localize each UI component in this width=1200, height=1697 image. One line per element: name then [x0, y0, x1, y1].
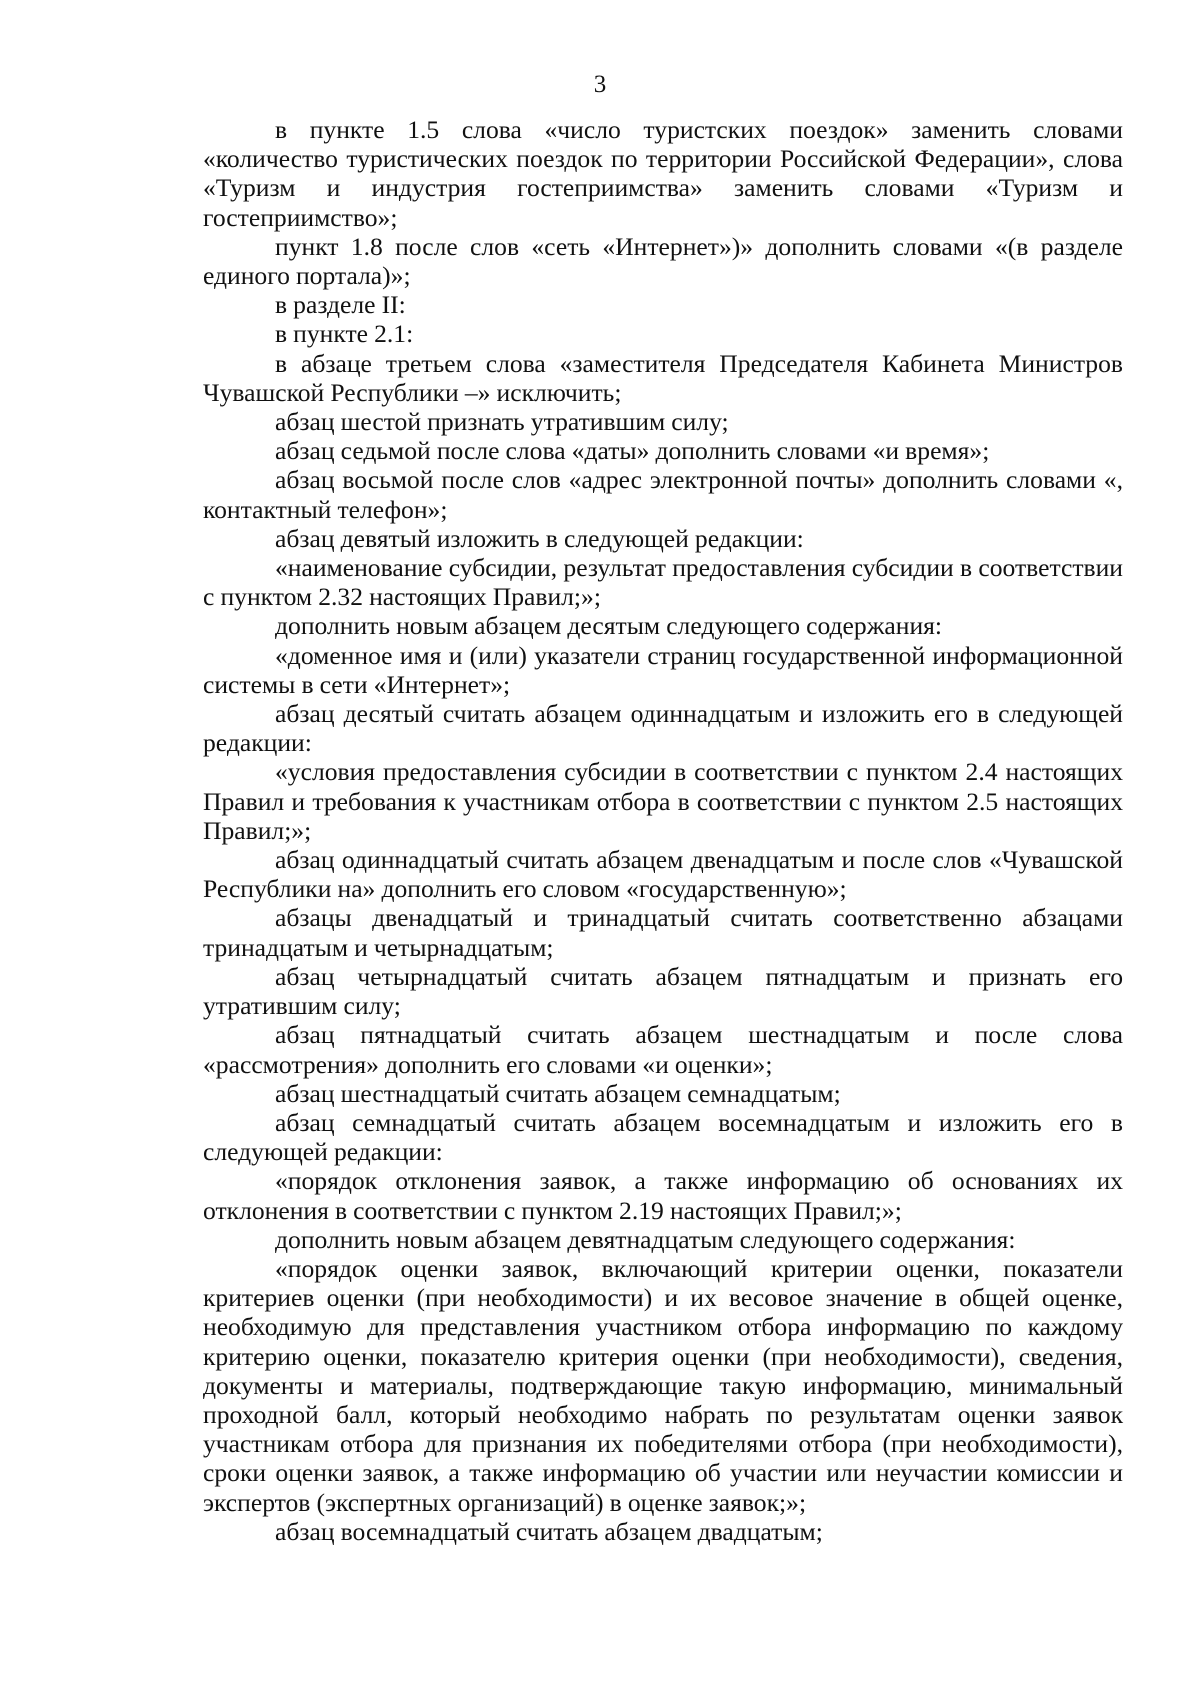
paragraph: абзац восемнадцатый считать абзацем двадцатым; — [275, 1516, 823, 1546]
paragraph: дополнить новым абзацем десятым следующего содержания: — [275, 611, 943, 641]
paragraph: абзац семнадцатый считать абзацем восемнадцатым и изложить его в следующей редакции: — [203, 1107, 1123, 1167]
document-body — [203, 115, 1123, 1546]
paragraph: в пункте 2.1: — [275, 319, 414, 349]
paragraph: «условия предоставления субсидии в соответствии с пунктом 2.4 настоящих Правил и требования к участникам отбора в соответствии с пунктом 2.5 настоящих Правил;»; — [203, 757, 1123, 845]
paragraph: абзац пятнадцатый считать абзацем шестнадцатым и после слова «рассмотрения» дополнить его словами «и оценки»; — [203, 1020, 1123, 1079]
paragraph: «порядок отклонения заявок, а также информацию об основаниях их отклонения в соответствии с пунктом 2.19 настоящих Правил;»; — [203, 1166, 1123, 1225]
paragraph: абзац шестой признать утратившим силу; — [275, 407, 729, 437]
paragraph: дополнить новым абзацем девятнадцатым следующего содержания: — [275, 1224, 1016, 1254]
page-number: 3 — [593, 71, 607, 98]
paragraph: в разделе II: — [275, 290, 406, 320]
paragraph: абзац седьмой после слова «даты» дополнить словами «и время»; — [275, 436, 990, 466]
paragraph: «наименование субсидии, результат предоставления субсидии в соответствии с пунктом 2.32 настоящих Правил;»; — [203, 553, 1123, 612]
paragraph: абзац одиннадцатый считать абзацем двенадцатым и после слов «Чувашской Республики на» дополнить его словом «государственную»; — [203, 845, 1123, 904]
paragraph: «порядок оценки заявок, включающий критерии оценки, показатели критериев оценки (при необходимости) и их весовое значение в общей оценке, необходимую для представления участником отбора информацию по каждому критерию оценки, показателю критерия оценки (при необходимости), сведения, документы и материалы, подтверждающие такую информацию, минимальный проходной балл, который необходимо набрать по результатам оценки заявок участникам отбора для признания их победителями отбора (при необходимости), сроки оценки заявок, а также информацию об участии или неучастии комиссии и экспертов (экспертных организаций) в оценке заявок;»; — [203, 1253, 1123, 1517]
paragraph: абзац десятый считать абзацем одиннадцатым и изложить его в следующей редакции: — [203, 699, 1123, 758]
paragraph: абзац девятый изложить в следующей редакции: — [275, 523, 804, 553]
paragraph: абзац шестнадцатый считать абзацем семнадцатым; — [275, 1078, 841, 1108]
paragraph: абзацы двенадцатый и тринадцатый считать соответственно абзацами тринадцатым и четырнадцатым; — [203, 903, 1123, 962]
paragraph: «доменное имя и (или) указатели страниц государственной информационной системы в сети «Интернет»; — [203, 640, 1123, 699]
paragraph: абзац восьмой после слов «адрес электронной почты» дополнить словами «, контактный телефон»; — [203, 465, 1123, 524]
paragraph: в абзаце третьем слова «заместителя Председателя Кабинета Министров Чувашской Республики –» исключить; — [203, 348, 1123, 407]
paragraph: пункт 1.8 после слов «сеть «Интернет»)» дополнить словами «(в разделе единого портала)»; — [203, 231, 1123, 291]
paragraph: в пункте 1.5 слова «число туристских поездок» заменить словами «количество туристических поездок по территории Российской Федерации», слова «Туризм и индустрия гостеприимства» заменить словами «Туризм и гостеприимство»; — [203, 115, 1123, 232]
paragraph: абзац четырнадцатый считать абзацем пятнадцатым и признать его утратившим силу; — [203, 961, 1123, 1021]
